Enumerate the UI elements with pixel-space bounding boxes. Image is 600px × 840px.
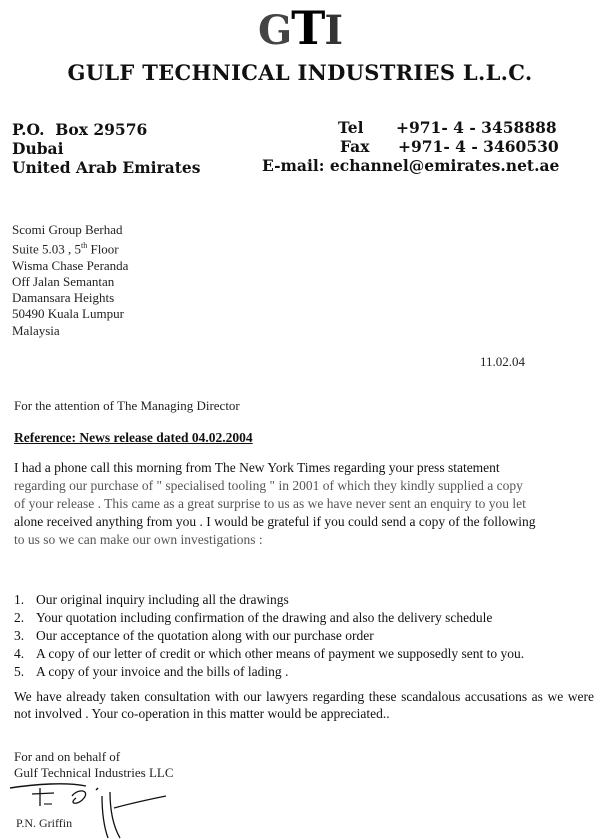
suite-text: Suite 5.03 , 5 [12,241,81,257]
list-number: 5. [14,664,25,679]
list-item [14,627,594,645]
list-text: Our acceptance of the quotation along with our purchase order [36,628,374,643]
company-name: GULF TECHNICAL INDUSTRIES L.L.C. [67,60,533,85]
list-text: A copy of our letter of credit or which other means of payment we supposedly sent to you. [36,646,525,661]
signer-name: P.N. Griffin [16,816,73,830]
fax-number: +971- 4 - 3460530 [398,137,559,156]
recipient-line: Off Jalan Semantan [12,273,115,289]
tel-row [262,118,559,137]
body-line: alone received anything from you . I would be grateful if you could send a copy of the following [14,514,536,529]
sender-address [12,120,200,177]
sender-contact [262,118,559,175]
logo-letter-t: T [291,1,325,55]
sender-po-box: P.O. Box 29576 [12,120,148,139]
recipient-address [12,222,128,339]
tel-number: +971- 4 - 3458888 [396,118,557,137]
closing-paragraph: We have already taken consultation with our lawyers regarding these scandalous accusations as we were not involved . Your co-operation in this matter would be appreciated.. [14,689,594,721]
body-line: of your release . This came as a great surprise to us as we have never sent an enquiry to you let [14,496,526,511]
recipient-suite [12,238,128,258]
list-text: Our original inquiry including all the drawings [36,592,289,607]
body-line: to us so we can make our own investigations : [14,532,263,547]
suite-floor: Floor [87,241,119,257]
recipient-line: Damansara Heights [12,290,115,306]
fax-label: Fax [340,137,370,156]
signoff-company: Gulf Technical Industries LLC [14,765,174,780]
sender-city: Dubai [12,139,64,158]
logo-letter-g: G [257,7,292,54]
list-number: 2. [14,610,25,625]
attention-line: For the attention of The Managing Director [14,398,240,413]
recipient-line: Wisma Chase Peranda [12,257,129,273]
logo-letter-i: I [324,7,343,54]
request-list [14,591,594,681]
fax-row [262,137,559,156]
recipient-line: Malaysia [12,322,60,338]
email-label: E-mail: [262,156,325,175]
email-address: echannel@emirates.net.ae [329,156,560,175]
sender-country: United Arab Emirates [12,158,201,177]
body-line: regarding our purchase of " specialised tooling " in 2001 of which they kindly supplied a copy [14,478,523,493]
list-text: Your quotation including confirmation of the drawing and also the delivery schedule [36,610,493,625]
company-logo [0,2,600,57]
recipient-company: Scomi Group Berhad [12,222,123,237]
list-item [14,663,594,681]
list-number: 4. [14,646,25,661]
letter-date: 11.02.04 [480,354,526,369]
list-item [14,591,594,609]
list-number: 1. [14,592,25,607]
suite-sup: th [80,241,88,251]
reference-line: Reference: News release dated 04.02.2004 [14,430,253,445]
signoff-line: For and on behalf of [14,749,121,764]
list-number: 3. [14,628,25,643]
signoff-block [14,749,174,781]
list-item [14,609,594,627]
list-item [14,645,594,663]
body-line: I had a phone call this morning from The New York Times regarding your press statement [14,460,500,475]
recipient-line: 50490 Kuala Lumpur [12,306,124,322]
email-row [262,156,559,175]
list-text: A copy of your invoice and the bills of lading . [36,664,289,679]
body-paragraph [14,459,588,549]
tel-label: Tel [338,118,364,137]
